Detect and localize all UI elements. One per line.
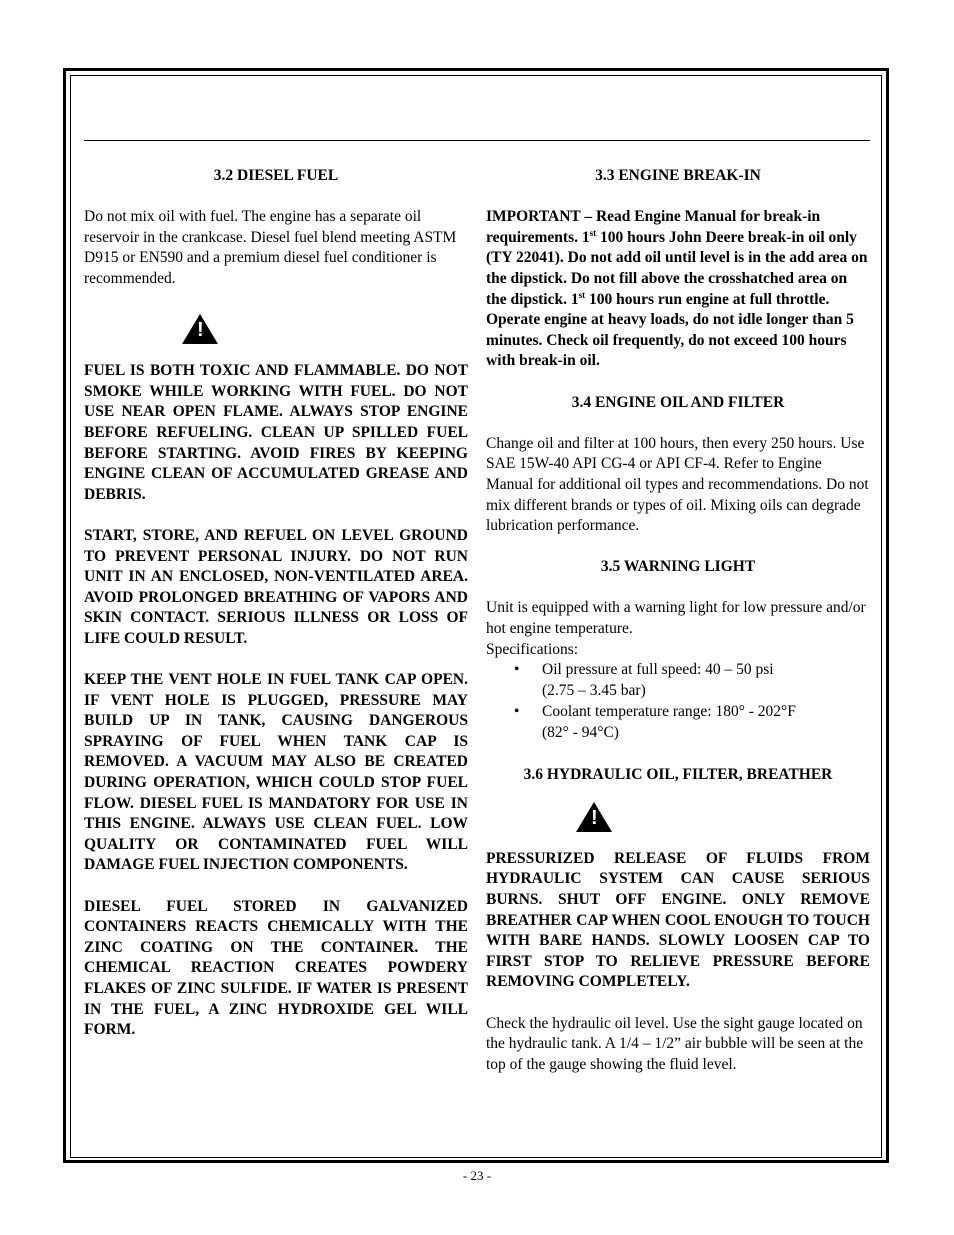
- specifications-list: [486, 660, 870, 743]
- warning-triangle-icon: !: [182, 314, 218, 344]
- spec-item-coolant-temperature: • Coolant temperature range: 180° - 202°F (82° - 94°C): [514, 702, 870, 743]
- section-heading-diesel-fuel: 3.2 DIESEL FUEL: [213, 167, 339, 184]
- left-column: [84, 166, 468, 1041]
- header-rule: [84, 140, 870, 141]
- page-number: - 23 -: [462, 1168, 492, 1183]
- specifications-label: Specifications:: [486, 640, 579, 658]
- fuel-warning-level-ground: START, STORE, AND REFUEL ON LEVEL GROUND TO PREVENT PERSONAL INJURY. DO NOT RUN UNIT IN AN ENCLOSED, NON-VENTILATED AREA. AVOID PROLONGED BREATHING OF VAPORS AND SKIN CONTACT. SERIOUS ILLNESS OR LOSS OF LIFE COULD RESULT.: [84, 526, 468, 647]
- diesel-fuel-intro: Do not mix oil with fuel. The engine has a separate oil reservoir in the crankcase. Diesel fuel blend meeting ASTM D915 or EN590 and a premium diesel fuel conditioner is recommended.: [84, 208, 457, 287]
- warning-triangle-icon: !: [576, 802, 612, 832]
- right-column: [486, 166, 870, 1075]
- spec-item-oil-pressure: • Oil pressure at full speed: 40 – 50 psi (2.75 – 3.45 bar): [514, 660, 870, 701]
- hydraulic-warning: PRESSURIZED RELEASE OF FLUIDS FROM HYDRAULIC SYSTEM CAN CAUSE SERIOUS BURNS. SHUT OFF ENGINE. ONLY REMOVE BREATHER CAP WHEN COOL ENOUGH TO TOUCH WITH BARE HANDS. SLOWLY LOOSEN CAP TO FIRST STOP TO RELIEVE PRESSURE BEFORE REMOVING COMPLETELY.: [486, 849, 870, 991]
- section-heading-warning-light: 3.5 WARNING LIGHT: [600, 558, 756, 576]
- warning-light-text: Unit is equipped with a warning light for low pressure and/or hot engine temperature.: [486, 599, 866, 638]
- fuel-warning-vent-hole: KEEP THE VENT HOLE IN FUEL TANK CAP OPEN. IF VENT HOLE IS PLUGGED, PRESSURE MAY BUILD UP IN TANK, CAUSING DANGEROUS SPRAYING OF FUEL WHEN TANK CAP IS REMOVED. A VACUUM MAY ALSO BE CREATED DURING OPERATION, WHICH COULD STOP FUEL FLOW. DIESEL FUEL IS MANDATORY FOR USE IN THIS ENGINE. ALWAYS USE CLEAN FUEL. LOW QUALITY OR CONTAMINATED FUEL WILL DAMAGE FUEL INJECTION COMPONENTS.: [84, 671, 468, 874]
- fuel-warning-toxic: FUEL IS BOTH TOXIC AND FLAMMABLE. DO NOT SMOKE WHILE WORKING WITH FUEL. DO NOT USE NEAR OPEN FLAME. ALWAYS STOP ENGINE BEFORE REFUELING. CLEAN UP SPILLED FUEL BEFORE STARTING. AVOID FIRES BY KEEPING ENGINE CLEAN OF ACCUMULATED GREASE AND DEBRIS.: [84, 362, 468, 503]
- section-heading-hydraulic: 3.6 HYDRAULIC OIL, FILTER, BREATHER: [523, 766, 833, 784]
- section-heading-engine-break-in: 3.3 ENGINE BREAK-IN: [595, 167, 761, 184]
- break-in-instructions: IMPORTANT – Read Engine Manual for break-in requirements. 1st 100 hours John Deere break-in oil only (TY 22041). Do not add oil until level is in the add area on the dipstick. Do not fill above the crosshatched area on the dipstick. 1st 100 hours run engine at full throttle. Operate engine at heavy loads, do not idle longer than 5 minutes. Check oil frequently, do not exceed 100 hours with break-in oil.: [486, 208, 868, 370]
- section-heading-engine-oil-filter: 3.4 ENGINE OIL AND FILTER: [571, 393, 785, 411]
- hydraulic-check-text: Check the hydraulic oil level. Use the sight gauge located on the hydraulic tank. A 1/4 – 1/2” air bubble will be seen at the top of the gauge showing the fluid level.: [486, 1014, 864, 1073]
- oil-filter-text: Change oil and filter at 100 hours, then every 250 hours. Use SAE 15W-40 API CG-4 or API CF-4. Refer to Engine Manual for additional oil types and recommendations. Do not mix different brands or types of oil. Mixing oils can degrade lubrication performance.: [486, 434, 869, 535]
- fuel-warning-galvanized: DIESEL FUEL STORED IN GALVANIZED CONTAINERS REACTS CHEMICALLY WITH THE ZINC COATING ON THE CONTAINER. THE CHEMICAL REACTION CREATES POWDERY FLAKES OF ZINC SULFIDE. IF WATER IS PRESENT IN THE FUEL, A ZINC HYDROXIDE GEL WILL FORM.: [84, 897, 468, 1039]
